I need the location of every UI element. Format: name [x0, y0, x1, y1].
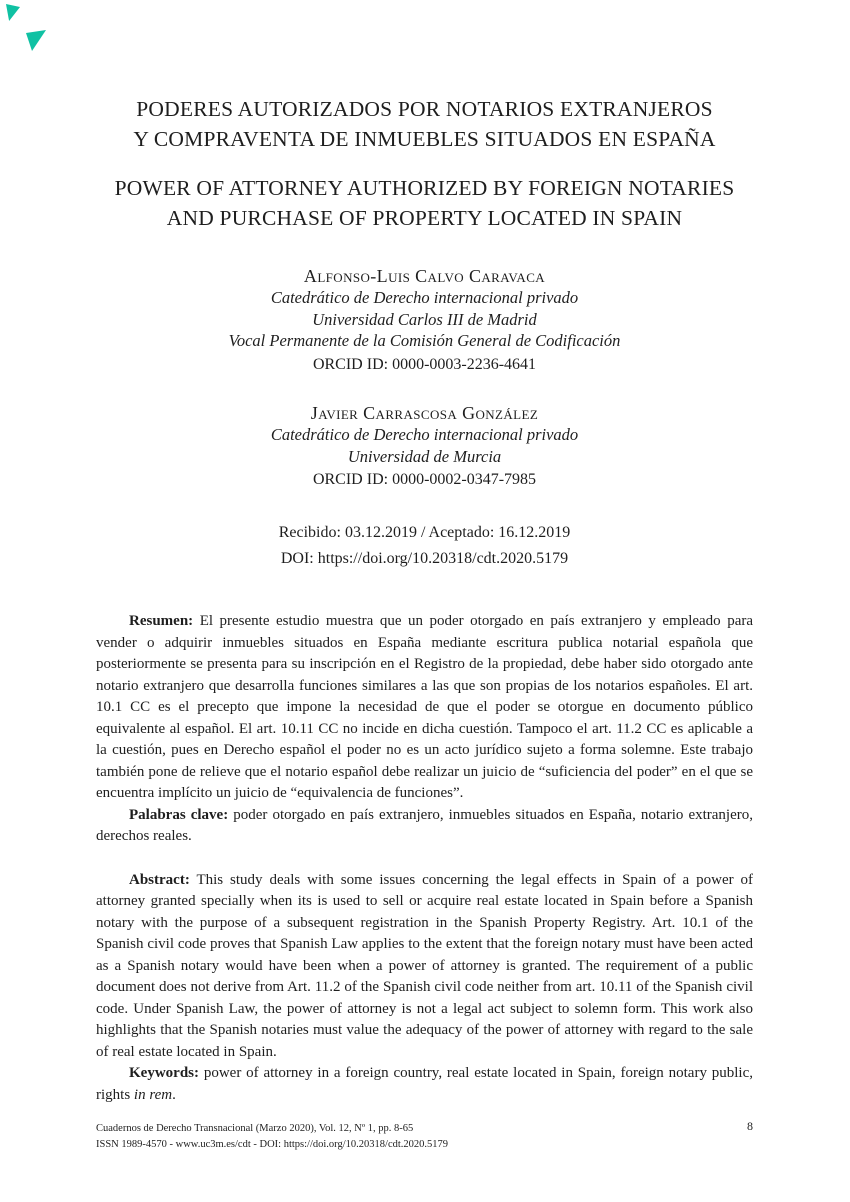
title-english-line-1: POWER OF ATTORNEY AUTHORIZED BY FOREIGN NOTARIES	[114, 176, 735, 200]
palabras-clave-text: poder otorgado en país extranjero, inmuebles situados en España, notario extranjero, derechos reales.	[96, 806, 753, 845]
title-spanish	[96, 94, 753, 154]
abstract-paragraph	[96, 870, 753, 1064]
abstract-label: Abstract:	[129, 871, 190, 888]
footer-issn-line: ISSN 1989-4570 - www.uc3m.es/cdt - DOI: https://doi.org/10.20318/cdt.2020.5179	[96, 1138, 449, 1150]
author-affiliation: Catedrático de Derecho internacional privado	[270, 288, 579, 307]
dates-block	[96, 520, 753, 571]
abstract-section	[96, 611, 753, 1107]
author-block-1	[96, 265, 753, 376]
title-spanish-line-2: Y COMPRAVENTA DE INMUEBLES SITUADOS EN ESPAÑA	[133, 127, 716, 151]
doi-line: DOI: https://doi.org/10.20318/cdt.2020.5179	[280, 549, 569, 567]
corner-fold-icon-top	[6, 4, 20, 21]
author-name: Javier Carrascosa González	[310, 403, 539, 423]
title-english-line-2: AND PURCHASE OF PROPERTY LOCATED IN SPAIN	[166, 206, 683, 230]
author-affiliation: Universidad de Murcia	[347, 446, 502, 466]
corner-fold-icon	[0, 0, 60, 62]
corner-fold-icon-bottom	[26, 30, 46, 51]
keywords-period: .	[172, 1086, 176, 1103]
resumen-paragraph	[96, 611, 753, 805]
keywords-label: Keywords:	[129, 1065, 199, 1082]
author-affiliation: Universidad Carlos III de Madrid	[312, 309, 537, 329]
author-affiliation: Catedrático de Derecho internacional privado	[270, 425, 579, 444]
author-orcid: ORCID ID: 0000-0003-2236-4641	[312, 355, 537, 373]
footer-block	[96, 1121, 696, 1152]
keywords-text: power of attorney in a foreign country, real estate located in Spain, foreign notary public, rights	[96, 1065, 754, 1103]
footer-journal-line: Cuadernos de Derecho Transnacional (Marzo 2020), Vol. 12, Nº 1, pp. 8-65	[96, 1123, 414, 1134]
author-orcid: ORCID ID: 0000-0002-0347-7985	[312, 471, 537, 488]
author-block-2	[96, 402, 753, 491]
resumen-text: El presente estudio muestra que un poder otorgado en país extranjero y empleado para vender o adquirir inmuebles situados en España mediante escritura publica notarial española que posteriormente se presenta para su inscripción en el Registro de la propiedad, debe haber sido otorgado ante notario extranjero que desarrolla funciones similares a las que son propias de los notarios españoles. El art. 10.1 CC es el precepto que impone la necesidad de que el poder se otorgue en documento público equivalente al español. El art. 10.11 CC no incide en dicha cuestión. Tampoco el art. 11.2 CC es aplicable a la cuestión, pues en Derecho español el poder no es un acto jurídico sujeto a forma solemne. Este trabajo también pone de relieve que el notario español debe realizar un juicio de “suficiencia del poder” en el que se encuentra implícito un juicio de “equivalencia de funciones”.	[96, 613, 754, 802]
title-spanish-line-1: PODERES AUTORIZADOS POR NOTARIOS EXTRANJEROS	[136, 97, 713, 121]
title-english	[96, 173, 753, 233]
received-accepted-line: Recibido: 03.12.2019 / Aceptado: 16.12.2019	[278, 524, 571, 541]
palabras-clave-paragraph	[96, 805, 753, 848]
author-affiliation: Vocal Permanente de la Comisión General de Codificación	[228, 331, 621, 350]
keywords-latin-term: in rem	[133, 1086, 173, 1103]
palabras-clave-label: Palabras clave:	[129, 806, 229, 823]
resumen-label: Resumen:	[129, 613, 194, 629]
abstract-text: This study deals with some issues concerning the legal effects in Spain of a power of attorney granted specially when its is used to sell or acquire real estate located in Spain before a Spanish notary with the purpose of a subsequent registration in the Spanish Property Registry. Art. 10.1 of the Spanish civil code proves that Spanish Law applies to the extent that the foreign notary must have been acted as a Spanish notary would have been when a power of attorney is granted. The requirement of a public document does not derive from Art. 11.2 of the Spanish civil code neither from art. 10.11 of the Spanish civil code. Under Spanish Law, the power of attorney is not a legal act subject to solemn form. This work also highlights that the Spanish notaries must value the adequacy of the power of attorney with regard to the sale of real estate located in Spain.	[96, 871, 753, 1060]
page-number: 8	[747, 1119, 753, 1133]
keywords-paragraph	[96, 1063, 753, 1106]
author-name: Alfonso-Luis Calvo Caravaca	[303, 266, 546, 286]
